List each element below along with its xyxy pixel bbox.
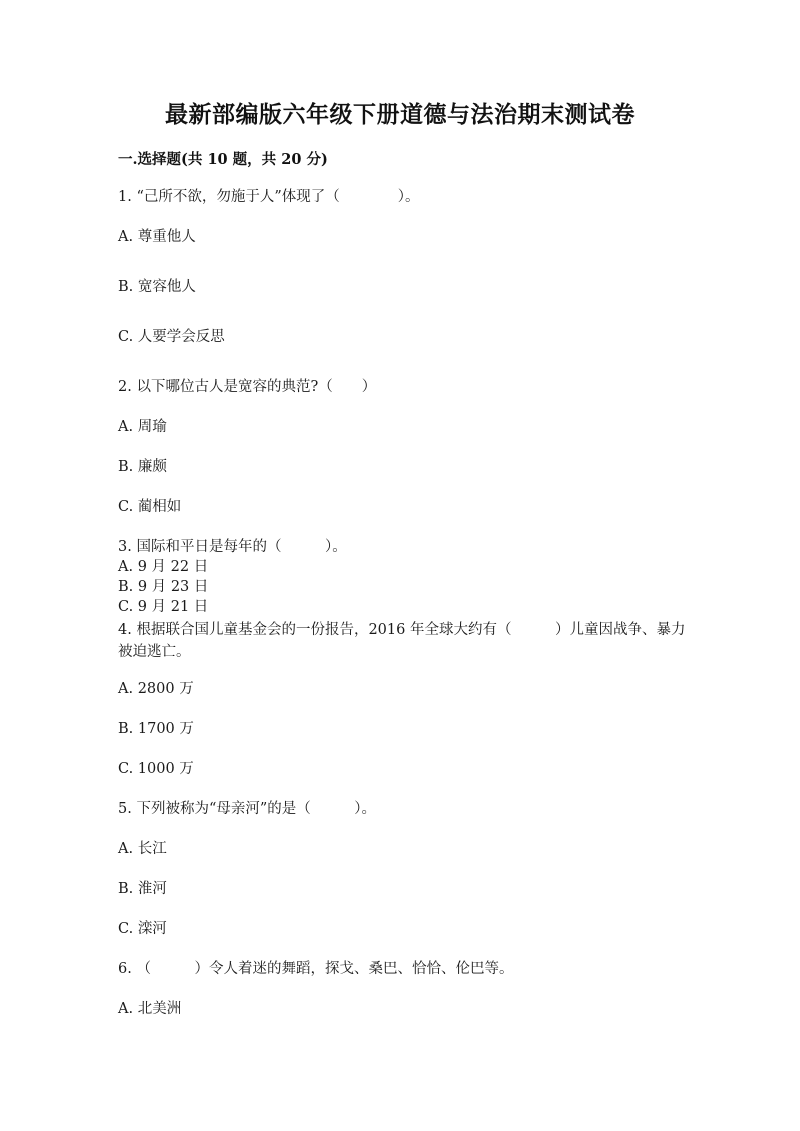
question-4-stem: 4. 根据联合国儿童基金会的一份报告，2016 年全球大约有（ ）儿童因战争、暴力被迫逃亡。 xyxy=(118,622,686,660)
question-1-option-c: C. 人要学会反思 xyxy=(118,329,225,345)
question-2-option-c: C. 蔺相如 xyxy=(118,499,182,515)
question-4-option-a: A. 2800 万 xyxy=(118,681,194,697)
question-6-stem: 6. （ ）令人着迷的舞蹈，探戈、桑巴、恰恰、伦巴等。 xyxy=(118,961,514,977)
question-1-option-a: A. 尊重他人 xyxy=(118,229,196,245)
section-heading: 一.选择题(共 10 题，共 20 分) xyxy=(118,151,328,168)
question-5-stem: 5. 下列被称为“母亲河”的是（ ）。 xyxy=(118,801,377,817)
question-1-option-b: B. 宽容他人 xyxy=(118,279,196,295)
question-4-option-c: C. 1000 万 xyxy=(118,761,194,777)
question-3-stem: 3. 国际和平日是每年的（ ）。 xyxy=(118,539,347,555)
question-2-option-b: B. 廉颇 xyxy=(118,459,167,475)
question-2-option-a: A. 周瑜 xyxy=(118,419,167,435)
document-title: 最新部编版六年级下册道德与法治期末测试卷 xyxy=(165,101,635,128)
question-3-option-a: A. 9 月 22 日 xyxy=(118,559,209,575)
question-2-stem: 2. 以下哪位古人是宽容的典范?（ ） xyxy=(118,379,377,395)
question-3-option-c: C. 9 月 21 日 xyxy=(118,599,209,615)
question-5-option-b: B. 淮河 xyxy=(118,881,167,897)
question-5-option-c: C. 滦河 xyxy=(118,921,167,937)
question-4-option-b: B. 1700 万 xyxy=(118,721,194,737)
question-3-option-b: B. 9 月 23 日 xyxy=(118,579,209,595)
question-6-option-a: A. 北美洲 xyxy=(118,1001,182,1017)
question-5-option-a: A. 长江 xyxy=(118,841,167,857)
question-1-stem: 1. “己所不欲，勿施于人”体现了（ ）。 xyxy=(118,189,420,205)
